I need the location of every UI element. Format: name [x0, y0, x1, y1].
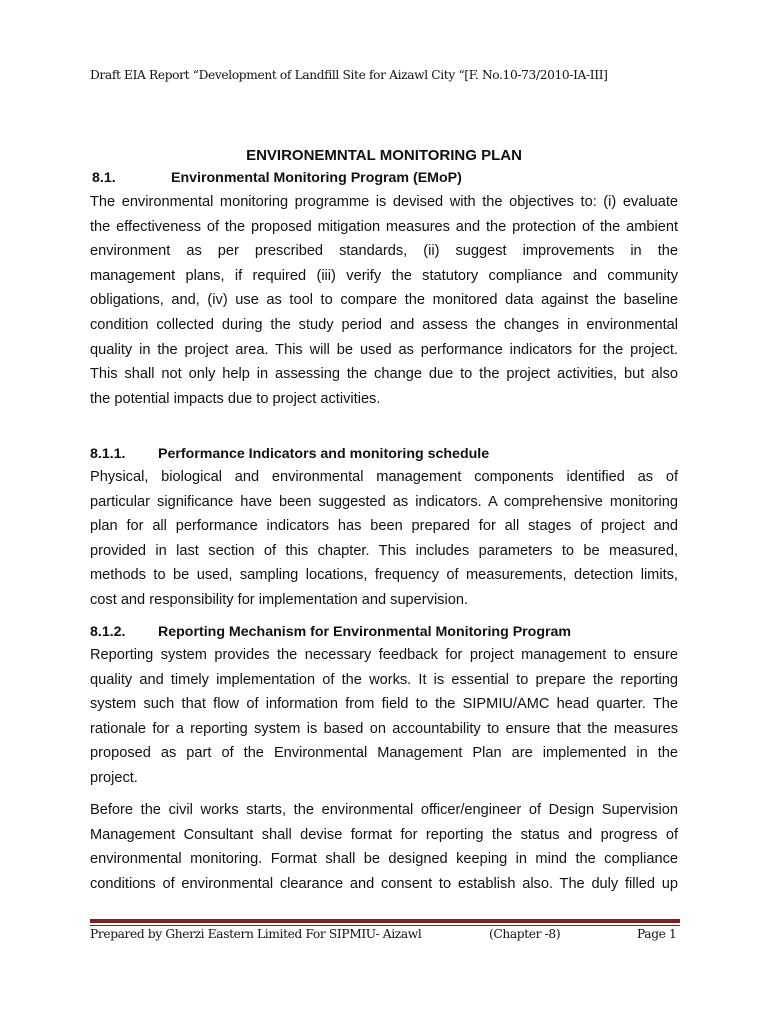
paragraph-line: quality and timely implementation of the works. It is essential to prepare the reporting [90, 671, 678, 688]
paragraph-civil-works [90, 798, 678, 896]
paragraph-line: environment as per prescribed standards, (ii) suggest improvements in the [90, 243, 678, 260]
paragraph-line: management plans, if required (iii) verify the statutory compliance and community [90, 267, 678, 284]
paragraph-line: Management Consultant shall devise format for reporting the status and progress of [90, 826, 678, 843]
paragraph-line: particular significance have been suggested as indicators. A comprehensive monitoring [90, 493, 678, 510]
paragraph-line: quality in the project area. This will be used as performance indicators for the project. [90, 341, 678, 358]
section-number: 8.1. [92, 170, 116, 186]
section-heading-8-1 [90, 170, 462, 186]
paragraph-line: the effectiveness of the proposed mitigation measures and the protection of the ambient [90, 218, 678, 235]
paragraph-line: Before the civil works starts, the environmental officer/engineer of Design Supervision [90, 802, 678, 818]
paragraph-line: methods to be used, sampling locations, frequency of measurements, detection limits, [90, 567, 678, 584]
section-title: Performance Indicators and monitoring schedule [158, 446, 490, 462]
section-title: Environmental Monitoring Program (EMoP) [171, 170, 462, 186]
paragraph-line: proposed as part of the Environmental Management Plan are implemented in the [90, 745, 678, 762]
section-number: 8.1.2. [90, 624, 126, 640]
paragraph-line: environmental monitoring. Format shall be designed keeping in mind the compliance [90, 851, 678, 868]
paragraph-line: provided in last section of this chapter. This includes parameters to be measured, [90, 542, 678, 559]
paragraph-line: conditions of environmental clearance and consent to establish also. The duly filled up [90, 875, 678, 892]
paragraph-line: the potential impacts due to project activities. [90, 390, 381, 407]
paragraph-line: rationale for a reporting system is based on accountability to ensure that the measures [90, 720, 678, 737]
footer-chapter: (Chapter -8) [489, 927, 561, 941]
paragraph-line: Reporting system provides the necessary feedback for project management to ensure [90, 647, 678, 663]
paragraph-line: condition collected during the study period and assess the changes in environmental [90, 316, 678, 333]
paragraph-line: Physical, biological and environmental management components identified as of [90, 469, 678, 485]
paragraph-line: plan for all performance indicators has been prepared for all stages of project and [90, 518, 678, 535]
running-header: Draft EIA Report “Development of Landfill Site for Aizawl City “[F. No.10-73/2010-IA-III] [90, 68, 608, 82]
section-number: 8.1.1. [90, 446, 126, 462]
paragraph-line: project. [90, 769, 138, 786]
paragraph-line: This shall not only help in assessing the change due to the project activities, but also [90, 366, 678, 383]
paragraph-performance-indicators [90, 465, 678, 613]
paragraph-line: The environmental monitoring programme is devised with the objectives to: (i) evaluate [90, 194, 678, 210]
page-title: ENVIRONEMNTAL MONITORING PLAN [246, 147, 522, 164]
footer-page-number: Page 1 [637, 927, 677, 941]
section-heading-8-1-1 [90, 446, 489, 462]
paragraph-emop [90, 190, 678, 411]
footer-rule-thick [90, 919, 680, 923]
footer-rule-thin [90, 925, 680, 926]
section-title: Reporting Mechanism for Environmental Monitoring Program [158, 624, 572, 640]
paragraph-line: obligations, and, (iv) use as tool to compare the monitored data against the baseline [90, 292, 678, 309]
section-heading-8-1-2 [90, 624, 571, 640]
paragraph-reporting-system [90, 643, 678, 791]
footer-prepared-by: Prepared by Gherzi Eastern Limited For SIPMIU- Aizawl [90, 927, 422, 941]
paragraph-line: system such that flow of information from field to the SIPMIU/AMC head quarter. The [90, 696, 678, 713]
paragraph-line: cost and responsibility for implementation and supervision. [90, 591, 469, 608]
